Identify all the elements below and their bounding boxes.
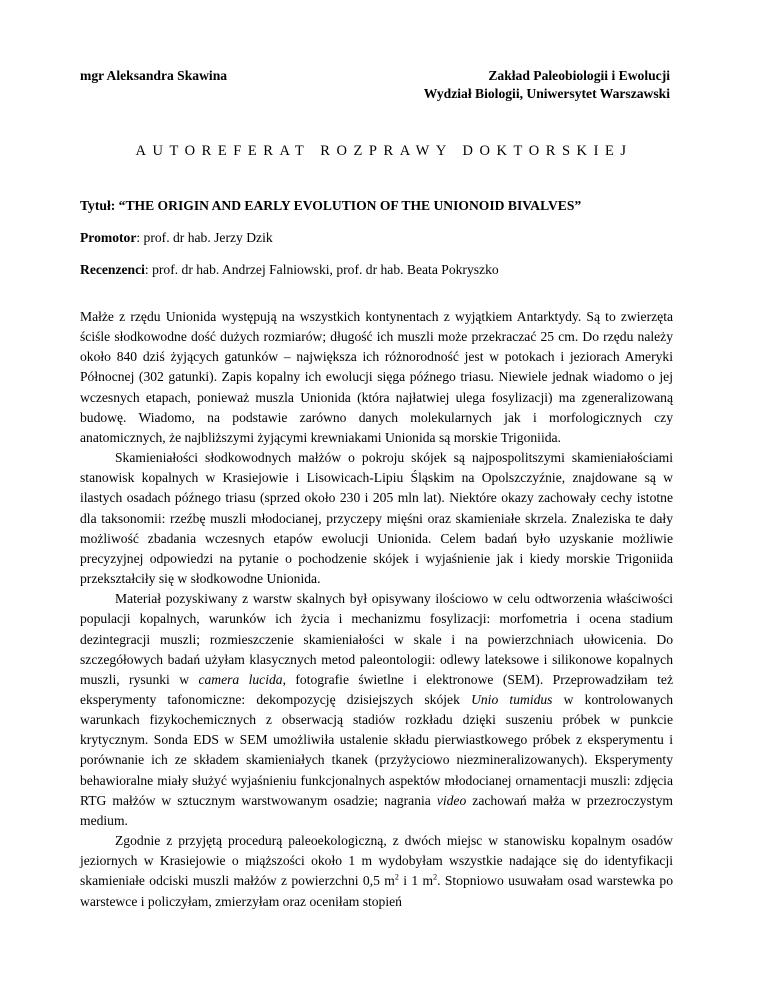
abstract-body <box>80 307 673 912</box>
paragraph-3-text-d: zachowań małża w przezroczystym medium. <box>80 792 673 828</box>
paragraph-4-text-b: i 1 m <box>398 873 434 889</box>
paragraph-3-text-b: , fotografie świetlne i elektronowe (SEM). Przeprowadziłam też eksperymenty tafonomiczne: dekompozycję dzisiejszych skójek <box>80 671 673 707</box>
paragraph-4-text-c: . Stopniowo usuwałam osad warstewka po warstewce i policzyłam, zmierzyłam oraz oceniłam stopień <box>80 873 674 909</box>
paragraph-2: Skamieniałości słodkowodnych małżów o pokroju skójek są najpospolitszymi skamieniałościami stanowisk kopalnych w Krasiejowie i Lisowicach-Lipiu Śląskim na Opolszczyźnie, znajdowane są w ilastych osadach późnego triasu (sprzed około 230 i 205 mln lat). Niektóre okazy zachowały cechy istotne dla taksonomii: rzeźbę muszli młodocianej, przyczepy mięśni oraz skamieniałe skrzela. Znaleziska te dały możliwość zbadania wczesnych etapów ewolucji Unionida. Celem badań było uzyskanie możliwie precyzyjnej odpowiedzi na pytanie o pochodzenie skójek i wyjaśnienie jak i kiedy morskie Trigoniida przekształciły się w słodkowodne Unionida. <box>80 450 673 587</box>
institution-faculty: Wydział Biologii, Uniwersytet Warszawski <box>423 86 670 101</box>
paragraph-3 <box>80 589 673 831</box>
institution-block <box>424 67 670 103</box>
paragraph-3-italic-video: video <box>436 792 467 808</box>
reviewers-line <box>80 261 499 279</box>
paragraph-4 <box>80 831 673 912</box>
paragraph-3-italic-species: Unio tumidus <box>471 691 553 707</box>
promotor-value: : prof. dr hab. Jerzy Dzik <box>136 230 273 245</box>
institution-department: Zakład Paleobiologii i Ewolucji <box>488 68 670 83</box>
paragraph-1: Małże z rzędu Unionida występują na wszystkich kontynentach z wyjątkiem Antarktydy. Są to zwierzęta ściśle słodkowodne dość dużych rozmiarów; długość ich muszli może przekraczać 25 cm. Do rzędu należy około 840 dziś żyjących gatunków – największa ich różnorodność jest w potokach i jeziorach Ameryki Północnej (302 gatunki). Zapis kopalny ich ewolucji sięga późnego triasu. Niewiele jednak wiadomo o jej wczesnych etapach, ponieważ muszla Unionida (która najłatwiej ulega fosylizacji) ma zgeneralizowaną budowę. Wiadomo, na podstawie zarówno danych molekularnych jak i morfologicznych czy anatomicznych, że najbliższymi żyjącymi krewniakami Unionida są morskie Trigoniida. <box>80 309 673 445</box>
paragraph-3-italic-camera-lucida: camera lucida <box>198 671 283 687</box>
reviewers-label: Recenzenci <box>80 262 145 277</box>
paragraph-4-superscript-1: 2 <box>394 872 399 882</box>
paragraph-3-text-c: w kontrolowanych warunkach fizykochemicznych z obserwacją stadiów rozkładu dzięki suszeniu próbek w punkcie krytycznym. Sonda EDS w SEM umożliwiła ustalenie składu pierwiastkowego próbek z eksperymentu i porównanie ich ze składem skamieniałych tkanek (przyżyciowo niezmineralizowanych). Eksperymenty behawioralne miały służyć wyjaśnieniu funkcjonalnych aspektów młodocianej ornamentacji muszli: zdjęcia RTG małżów w sztucznym warstwowanym osadzie; nagrania <box>80 691 673 808</box>
paragraph-3-text-a: Materiał pozyskiwany z warstw skalnych był opisywany ilościowo w celu odtworzenia właściwości populacji kopalnych, warunków ich życia i mechanizmu fosylizacji: morfometria i ocena stadium dezintegracji muszli; rozmieszczenie skamieniałości w skale i na powierzchniach ułowicenia. Do szczegółowych badań użyłam klasycznych metod paleontologii: odlewy lateksowe i silikonowe kopalnych muszli, rysunki w <box>80 591 673 687</box>
thesis-title-label: Tytuł: <box>80 198 116 213</box>
promotor-label: Promotor <box>80 230 137 245</box>
document-title: AUTOREFERAT ROZPRAWY DOKTORSKIEJ <box>135 143 633 159</box>
thesis-title-value: “THE ORIGIN AND EARLY EVOLUTION OF THE UNIONOID BIVALVES” <box>118 198 582 213</box>
thesis-title-line <box>80 197 581 215</box>
paragraph-4-text-a: Zgodnie z przyjętą procedurą paleoekologiczną, z dwóch miejsc w stanowisku kopalnym osadów jeziornych w Krasiejowie o miąższości około 1 m wydobyłam wszystkie nadające się do identyfikacji skamieniałe odciski muszli małżów z powierzchni 0,5 m <box>80 833 673 889</box>
paragraph-4-superscript-2: 2 <box>433 872 438 882</box>
author-name: mgr Aleksandra Skawina <box>80 68 228 83</box>
reviewers-value: : prof. dr hab. Andrzej Falniowski, prof. dr hab. Beata Pokryszko <box>144 262 499 277</box>
promotor-line <box>80 229 273 247</box>
